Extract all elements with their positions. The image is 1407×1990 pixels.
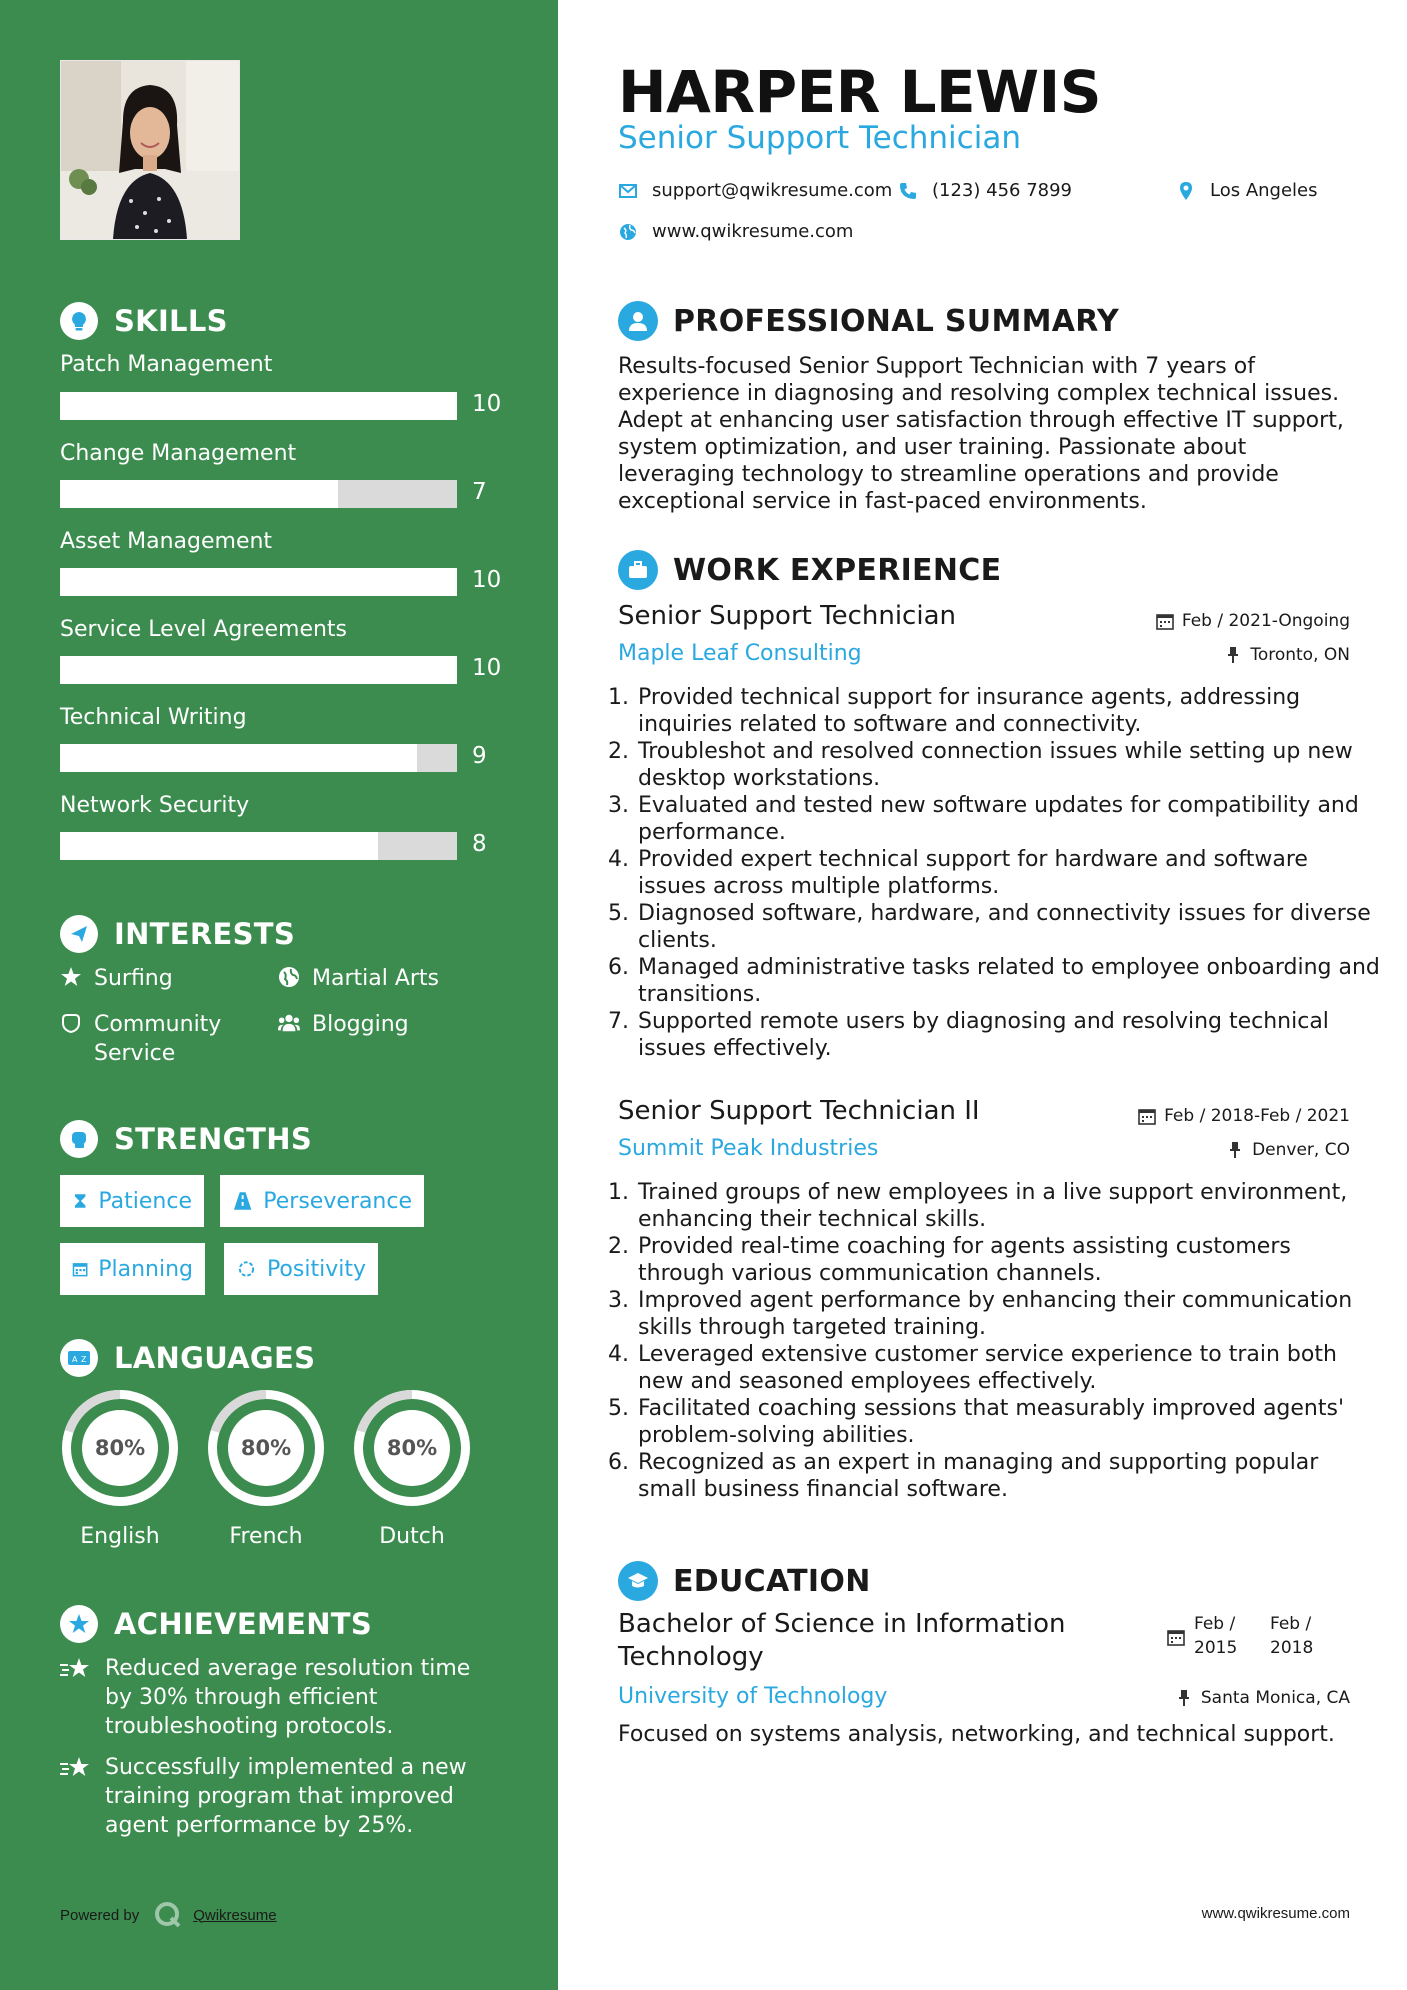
education-description: Focused on systems analysis, networking, and technical support. [618, 1722, 1335, 1747]
language-item: 80% English [58, 1386, 182, 1549]
language-item: 80% French [204, 1386, 328, 1549]
phone-icon [898, 181, 918, 201]
location-contact: Los Angeles [1176, 180, 1318, 201]
skill-bar [60, 832, 457, 860]
skill-bar [60, 568, 457, 596]
powered-by: Powered by Qwikresume [60, 1900, 277, 1930]
calendar-icon [1156, 612, 1174, 630]
road-icon [232, 1190, 253, 1212]
language-item: 80% Dutch [350, 1386, 474, 1549]
job-bullet: 7. Supported remote users by diagnosing and resolving technical issues effectively. [636, 1008, 1381, 1062]
skill-value: 10 [472, 391, 502, 417]
shooting-star-icon [60, 1755, 92, 1781]
lightbulb-icon [60, 302, 98, 340]
achievement-item: Reduced average resolution time by 30% through efficient troubleshooting protocols. [60, 1654, 500, 1741]
job-bullet: 2. Provided real-time coaching for agents assisting customers through various communication channels. [636, 1233, 1381, 1287]
job-title: Senior Support Technician [618, 601, 956, 631]
star-icon [60, 966, 82, 988]
profile-photo [60, 60, 240, 240]
school-name: University of Technology [618, 1684, 888, 1709]
job-bullet: 4. Leveraged extensive customer service experience to train both new and seasoned employees effectively. [636, 1341, 1381, 1395]
job-bullet: 3. Improved agent performance by enhancing their communication skills through targeted training. [636, 1287, 1381, 1341]
languages-heading: A Z LANGUAGES [60, 1338, 315, 1378]
language-icon [60, 1339, 98, 1377]
job-bullet: 6. Recognized as an expert in managing and supporting popular small business financial software. [636, 1449, 1381, 1503]
qwikresume-logo-icon [153, 1900, 183, 1930]
job-dates: Feb / 2018-Feb / 2021 [1138, 1106, 1350, 1126]
graduation-cap-icon [618, 1561, 658, 1601]
candidate-title: Senior Support Technician [618, 120, 1021, 156]
envelope-icon [618, 181, 638, 201]
job-company: Summit Peak Industries [618, 1136, 879, 1161]
strength-chip: Patience [60, 1175, 204, 1227]
skill-value: 7 [472, 479, 487, 505]
job-bullet: 5. Diagnosed software, hardware, and connectivity issues for diverse clients. [636, 900, 1381, 954]
job-bullet: 1. Trained groups of new employees in a live support environment, enhancing their technical skills. [636, 1179, 1381, 1233]
summary-heading: PROFESSIONAL SUMMARY [618, 300, 1119, 342]
job-location: Toronto, ON [1224, 645, 1350, 665]
skill-value: 10 [472, 567, 502, 593]
job-dates: Feb / 2021-Ongoing [1156, 611, 1350, 631]
paper-plane-icon [60, 915, 98, 953]
hourglass-icon [72, 1190, 88, 1212]
svg-text:A: A [72, 1355, 78, 1364]
job-bullet: 1. Provided technical support for insurance agents, addressing inquiries related to software and connectivity. [636, 684, 1381, 738]
job-bullet: 3. Evaluated and tested new software updates for compatibility and performance. [636, 792, 1381, 846]
job-bullet: 5. Facilitated coaching sessions that measurably improved agents' problem-solving abilities. [636, 1395, 1381, 1449]
job-bullet-list [618, 1179, 1381, 1503]
experience-heading: WORK EXPERIENCE [618, 549, 1001, 591]
skill-bar [60, 656, 457, 684]
education-end-date: Feb / 2018 [1270, 1614, 1314, 1658]
footer-website[interactable]: www.qwikresume.com [1201, 1905, 1350, 1922]
strengths-heading: STRENGTHS [60, 1119, 312, 1159]
strength-chip: Planning [60, 1243, 205, 1295]
education-heading: EDUCATION [618, 1560, 871, 1602]
skill-bar [60, 480, 457, 508]
job-bullet: 6. Managed administrative tasks related to employee onboarding and transitions. [636, 954, 1381, 1008]
briefcase-icon [618, 550, 658, 590]
heart-hand-icon [60, 1012, 82, 1034]
skill-name: Asset Management [60, 529, 273, 554]
skill-name: Patch Management [60, 352, 273, 377]
skill-bar [60, 744, 457, 772]
globe-icon [278, 966, 300, 988]
users-icon [278, 1012, 300, 1034]
job-location: Denver, CO [1226, 1140, 1350, 1160]
skill-name: Technical Writing [60, 705, 247, 730]
degree-title: Bachelor of Science in Information Technology [618, 1609, 1066, 1672]
education-start-date: Feb / 2015 [1194, 1614, 1238, 1658]
achievement-item: Successfully implemented a new training program that improved agent performance by 25%. [60, 1753, 500, 1840]
calendar-icon [1138, 1107, 1156, 1125]
globe-icon [618, 222, 638, 242]
candidate-name: HARPER LEWIS [618, 58, 1101, 126]
shooting-star-icon [60, 1656, 92, 1682]
map-pin-icon [1176, 181, 1196, 201]
summary-text: Results-focused Senior Support Technician with 7 years of experience in diagnosing and resolving complex technical issues. Adept at enhancing user satisfaction through effective IT support, system optimization, and user training. Passionate about leveraging technology to streamline operations and provide exceptional service in fast-paced environments. [618, 354, 1344, 514]
skill-value: 8 [472, 831, 487, 857]
job-bullet-list [618, 684, 1381, 1062]
sidebar: SKILLS Patch Management 10 Change Management 7 Asset Management 10 Service Level Agreements 10 Technical Writing 9 Network Security 8 INTERESTS Surfing Martial Arts Community Service Blogging STRENGTHS Patience Perseverance Planning Positivity A Z LANGUAGES 80% English 80% French 80% Dutch ACHIEVEMENTS Reduced average resolution time by 30% through efficient troubleshooting protocols. Successfully implemented a new training program that improved agent performance by 25%. Powered by Qwikresume [0, 0, 558, 1990]
skill-name: Network Security [60, 793, 250, 818]
job-bullet: 4. Provided expert technical support for hardware and software issues across multiple platforms. [636, 846, 1381, 900]
strength-chip: Perseverance [220, 1175, 424, 1227]
star-badge-icon [60, 1605, 98, 1643]
pin-icon [1226, 1141, 1244, 1159]
qwikresume-link[interactable]: Qwikresume [193, 1906, 277, 1924]
fist-icon [60, 1120, 98, 1158]
skill-name: Change Management [60, 441, 297, 466]
language-progress-ring: 80% [58, 1386, 182, 1510]
language-progress-ring: 80% [350, 1386, 474, 1510]
email-contact[interactable]: support@qwikresume.com [618, 180, 892, 201]
interests-heading: INTERESTS [60, 914, 295, 954]
skill-value: 9 [472, 743, 487, 769]
skill-name: Service Level Agreements [60, 617, 348, 642]
user-icon [618, 301, 658, 341]
skill-value: 10 [472, 655, 502, 681]
calendar-icon [1167, 1628, 1185, 1646]
strength-chip: Positivity [224, 1243, 378, 1295]
job-title: Senior Support Technician II [618, 1096, 980, 1126]
calendar-icon [72, 1258, 88, 1280]
main-content [558, 0, 1407, 1990]
school-location: Santa Monica, CA [1175, 1688, 1350, 1708]
language-progress-ring: 80% [204, 1386, 328, 1510]
pin-icon [1224, 646, 1242, 664]
achievements-heading: ACHIEVEMENTS [60, 1604, 372, 1644]
pin-icon [1175, 1689, 1193, 1707]
phone-contact[interactable]: (123) 456 7899 [898, 180, 1072, 201]
website-contact[interactable]: www.qwikresume.com [618, 221, 853, 242]
job-company: Maple Leaf Consulting [618, 641, 862, 666]
svg-text:Z: Z [81, 1355, 87, 1364]
job-bullet: 2. Troubleshot and resolved connection issues while setting up new desktop workstations. [636, 738, 1381, 792]
skill-bar [60, 392, 457, 420]
sun-icon [236, 1258, 257, 1280]
skills-heading: SKILLS [60, 301, 228, 341]
